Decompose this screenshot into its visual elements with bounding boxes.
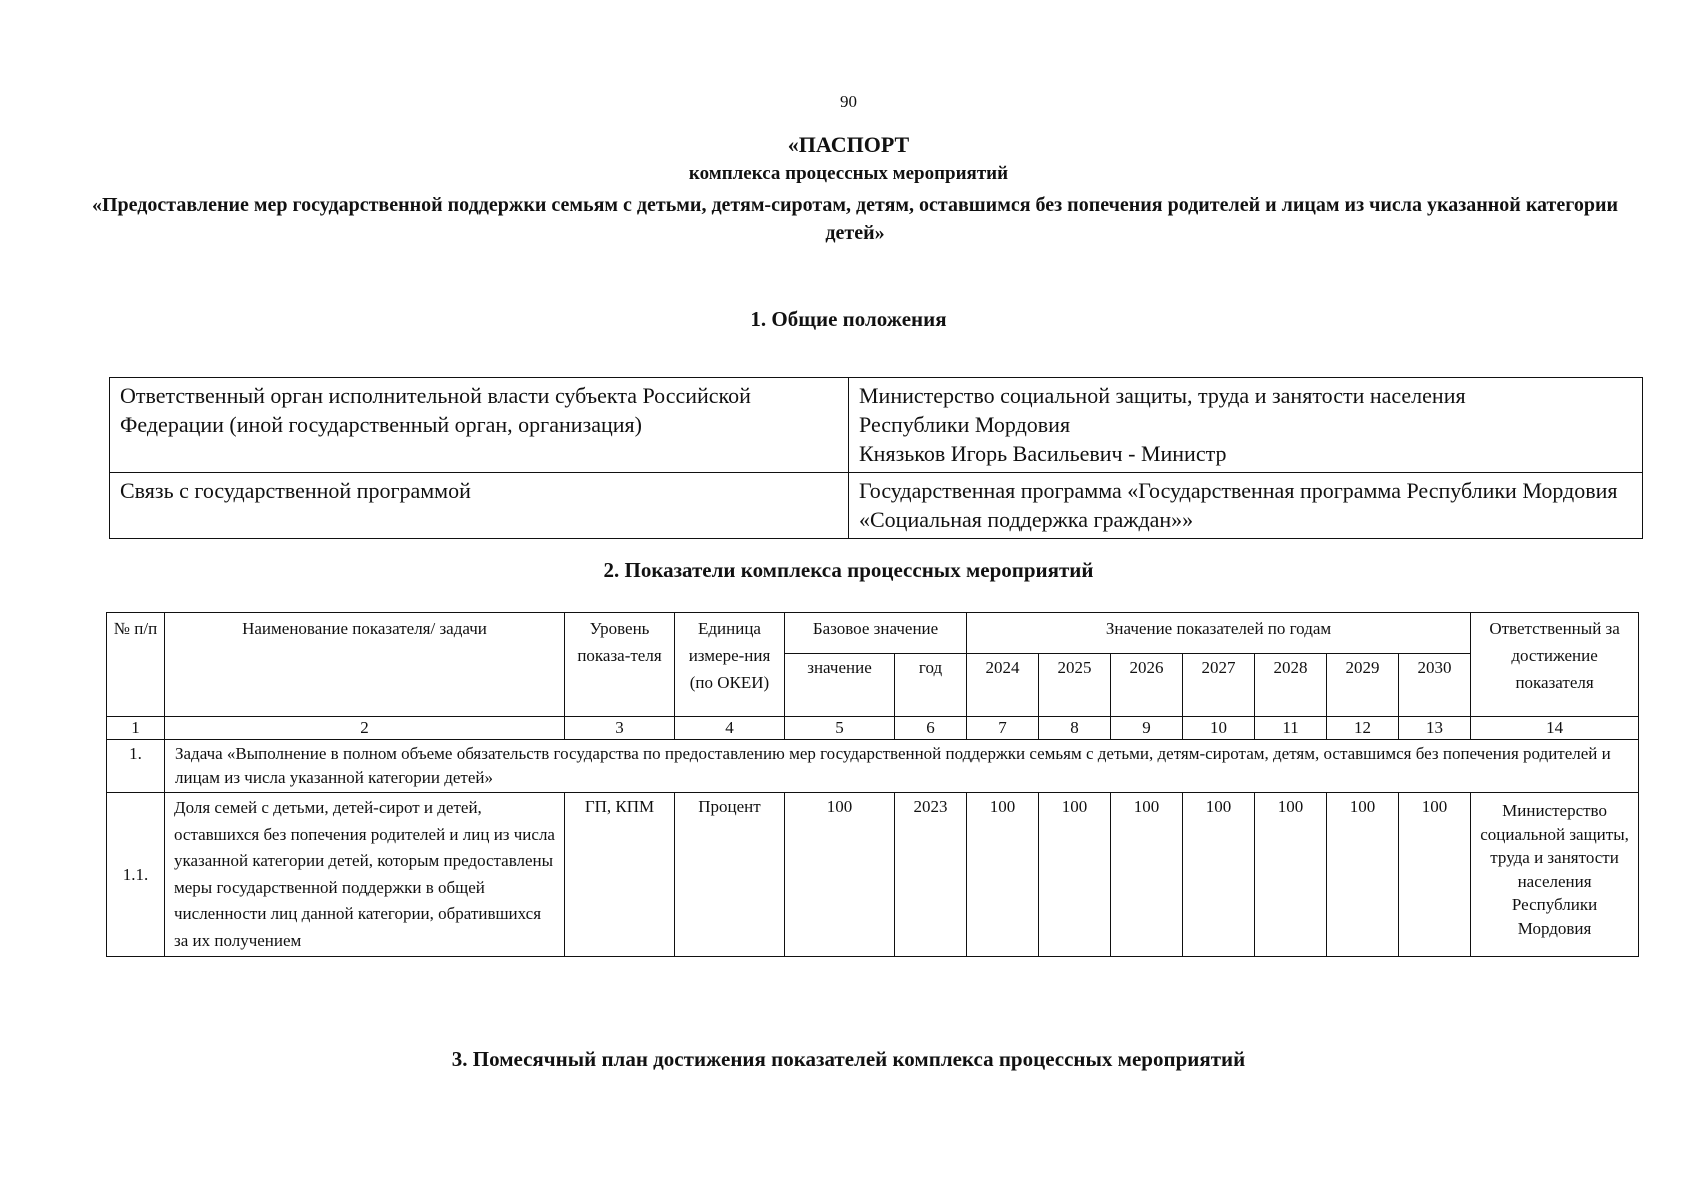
column-number: 10 — [1183, 717, 1255, 740]
column-number: 4 — [675, 717, 785, 740]
indicator-value: 100 — [1183, 793, 1255, 957]
header-year: 2026 — [1111, 654, 1183, 717]
indicator-level: ГП, КПМ — [565, 793, 675, 957]
responsible-body-line: Республики Мордовия — [859, 412, 1071, 437]
passport-title: «ПАСПОРТ — [787, 132, 910, 157]
header-unit: Единица измере-ния (по ОКЕИ) — [675, 613, 785, 717]
column-number: 7 — [967, 717, 1039, 740]
indicator-value: 100 — [1111, 793, 1183, 957]
task-text: Задача «Выполнение в полном объеме обязательств государства по предоставлению мер государственной поддержки семьям с детьми, детям-сиротам, детям, оставшимся без попечения родителей и лицам из числа указанной категории детей» — [165, 740, 1639, 793]
header-year: 2025 — [1039, 654, 1111, 717]
indicator-row — [107, 793, 1639, 957]
header-num: № п/п — [107, 613, 165, 717]
indicator-responsible: Министерство социальной защиты, труда и занятости населения Республики Мордовия — [1471, 793, 1639, 957]
section1-heading: 1. Общие положения — [750, 307, 947, 331]
task-num: 1. — [107, 740, 165, 793]
indicator-base-value: 100 — [785, 793, 895, 957]
program-link-label: Связь с государственной программой — [110, 473, 849, 539]
passport-subtitle: комплекса процессных мероприятий — [688, 163, 1009, 184]
column-number-row — [107, 717, 1639, 740]
indicator-value: 100 — [1327, 793, 1399, 957]
program-link-value: Государственная программа «Государственная программа Республики Мордовия «Социальная поддержка граждан»» — [849, 473, 1643, 539]
page-number: 90 — [840, 92, 857, 111]
column-number: 9 — [1111, 717, 1183, 740]
responsible-body-line: Министерство социальной защиты, труда и занятости населения — [859, 383, 1466, 408]
column-number: 11 — [1255, 717, 1327, 740]
header-name: Наименование показателя/ задачи — [165, 613, 565, 717]
responsible-body-label: Ответственный орган исполнительной власти субъекта Российской Федерации (иной государственный орган, организация) — [110, 378, 849, 473]
table-row — [110, 473, 1643, 539]
indicator-value: 100 — [967, 793, 1039, 957]
responsible-person: Князьков Игорь Васильевич - Министр — [859, 441, 1227, 466]
column-number: 2 — [165, 717, 565, 740]
column-number: 5 — [785, 717, 895, 740]
column-number: 3 — [565, 717, 675, 740]
header-year: 2029 — [1327, 654, 1399, 717]
header-years-group: Значение показателей по годам — [967, 613, 1471, 654]
header-base-value: значение — [785, 654, 895, 717]
header-year: 2028 — [1255, 654, 1327, 717]
indicators-table — [106, 612, 1639, 957]
passport-program-name: «Предоставление мер государственной поддержки семьям с детьми, детям-сиротам, детям, оставшимся без попечения родителей и лицам из числа указанной категории детей» — [91, 194, 1618, 244]
indicator-value: 100 — [1255, 793, 1327, 957]
indicator-unit: Процент — [675, 793, 785, 957]
header-row — [107, 613, 1639, 654]
header-base-year: год — [895, 654, 967, 717]
column-number: 14 — [1471, 717, 1639, 740]
column-number: 6 — [895, 717, 967, 740]
header-year: 2027 — [1183, 654, 1255, 717]
task-row — [107, 740, 1639, 793]
indicator-value: 100 — [1399, 793, 1471, 957]
header-level: Уровень показа-теля — [565, 613, 675, 717]
column-number: 12 — [1327, 717, 1399, 740]
header-year: 2030 — [1399, 654, 1471, 717]
section2-heading: 2. Показатели комплекса процессных мероприятий — [603, 558, 1094, 582]
column-number: 8 — [1039, 717, 1111, 740]
indicator-base-year: 2023 — [895, 793, 967, 957]
responsible-body-value — [849, 378, 1643, 473]
indicator-num: 1.1. — [107, 793, 165, 957]
column-number: 13 — [1399, 717, 1471, 740]
header-responsible: Ответственный за достижение показателя — [1471, 613, 1639, 717]
column-number: 1 — [107, 717, 165, 740]
table-row — [110, 378, 1643, 473]
header-base: Базовое значение — [785, 613, 967, 654]
section3-heading: 3. Помесячный план достижения показателей комплекса процессных мероприятий — [451, 1047, 1246, 1071]
indicator-value: 100 — [1039, 793, 1111, 957]
header-year: 2024 — [967, 654, 1039, 717]
indicator-name: Доля семей с детьми, детей-сирот и детей, оставшихся без попечения родителей и лиц из числа указанной категории детей, которым предоставлены меры государственной поддержки в общей численности лиц данной категории, обратившихся за их получением — [165, 793, 565, 957]
general-provisions-table — [109, 377, 1643, 539]
